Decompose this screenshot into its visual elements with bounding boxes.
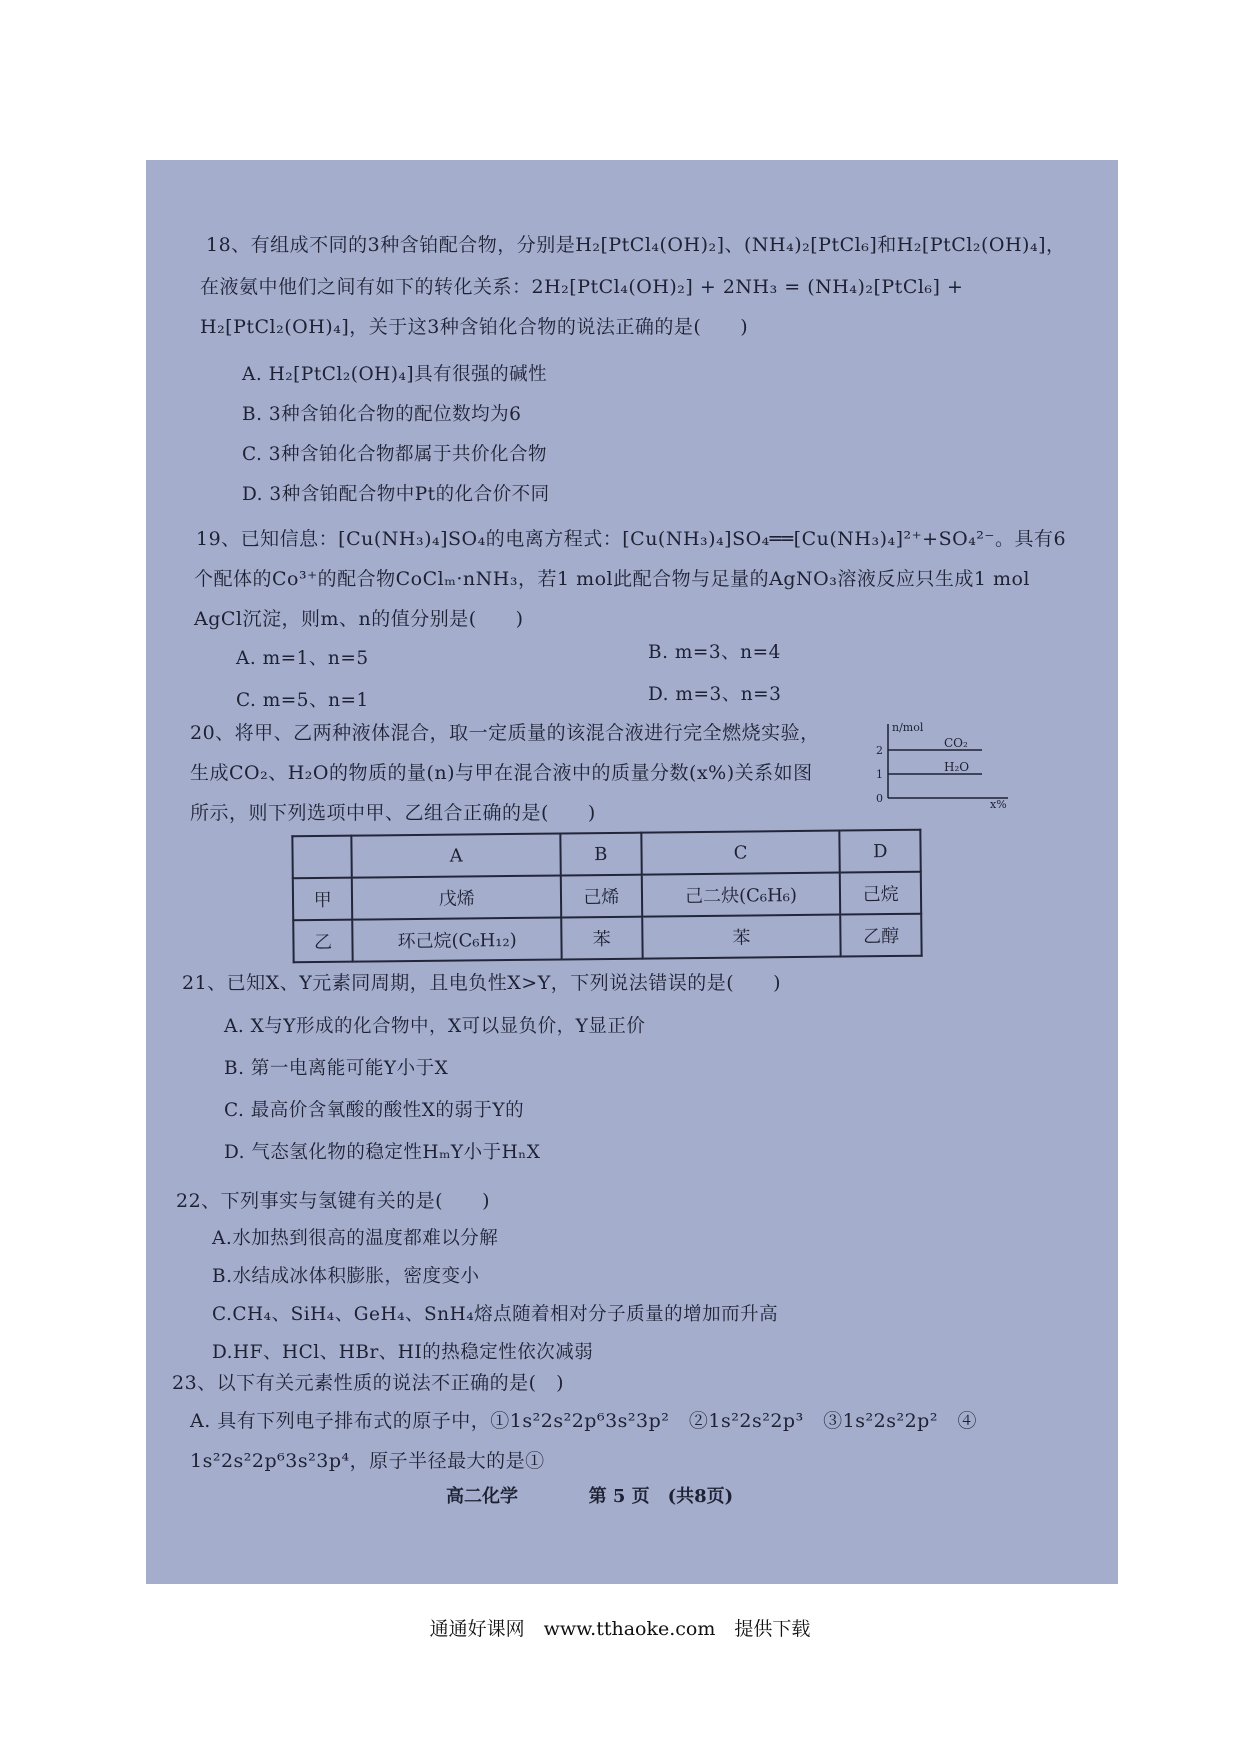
q19-stem-line-2: 个配体的Co³⁺的配合物CoClₘ·nNH₃，若1 mol此配合物与足量的AgNO₃溶液反应只生成1 mol [194,568,1030,590]
graph-x-label: x% [990,798,1007,811]
q18-option-c: C. 3种含铂化合物都属于共价化合物 [242,444,548,465]
q21-option-c: C. 最高价含氧酸的酸性X的弱于Y的 [224,1100,525,1121]
q18-option-b: B. 3种含铂化合物的配位数均为6 [242,404,522,425]
q21-option-d: D. 气态氢化物的稳定性HₘY小于HₙX [224,1142,541,1163]
page-footer [446,1482,733,1508]
graph-y-label: n/mol [892,721,924,734]
q19-option-d: D. m=3、n=3 [648,684,782,705]
q20-stem-line-2: 生成CO₂、H₂O的物质的量(n)与甲在混合液中的质量分数(x%)关系如图 [190,762,813,784]
q19-stem-line-3: AgCl沉淀，则m、n的值分别是( ) [194,608,524,630]
q18-stem-line-1: 18、有组成不同的3种含铂配合物，分别是H₂[PtCl₄(OH)₂]、(NH₄)₂[PtCl₆]和H₂[PtCl₂(OH)₄]， [206,234,1066,256]
q23-option-a-line-1: A. 具有下列电子排布式的原子中，①1s²2s²2p⁶3s²3p² ②1s²2s²2p³ ③1s²2s²2p² ④ [190,1410,977,1432]
graph-y-tick-2: 2 [876,744,883,757]
graph-y-tick-1: 1 [876,768,883,781]
table-header-cell: D [840,830,921,873]
footer-page-number: 第 5 页 (共8页) [588,1486,734,1507]
co2-series-label: CO₂ [944,736,968,750]
footer-subject: 高二化学 [446,1486,518,1507]
table-cell: 乙醇 [841,914,922,957]
q21-option-b: B. 第一电离能可能Y小于X [224,1058,449,1079]
q19-option-b: B. m=3、n=4 [648,642,781,663]
table-cell: 环己烷(C₆H₁₂) [353,917,562,961]
q19-option-a: A. m=1、n=5 [236,648,369,669]
table-cell: 己烯 [561,875,642,918]
q22-option-a: A.水加热到很高的温度都难以分解 [212,1228,499,1249]
exam-page-photo [146,160,1118,1584]
table-cell: 苯 [561,917,642,960]
q22-stem: 22、下列事实与氢键有关的是( ) [176,1190,491,1212]
q20-options-table [291,829,922,964]
table-header-cell: B [560,833,641,876]
table-cell: 甲 [293,878,353,921]
table-header-cell: C [641,831,840,875]
graph-y-tick-0: 0 [876,792,883,805]
q21-stem: 21、已知X、Y元素同周期，且电负性X>Y，下列说法错误的是( ) [182,972,782,994]
q22-option-b: B.水结成冰体积膨胀，密度变小 [212,1266,480,1287]
q18-option-a: A. H₂[PtCl₂(OH)₄]具有很强的碱性 [242,364,548,385]
table-header-cell [292,836,352,879]
q18-option-d: D. 3种含铂配合物中Pt的化合价不同 [242,484,550,505]
q19-stem-line-1: 19、已知信息：[Cu(NH₃)₄]SO₄的电离方程式：[Cu(NH₃)₄]SO₄══[Cu(NH₃)₄]²⁺+SO₄²⁻。具有6 [196,528,1067,550]
table-cell: 乙 [293,920,353,963]
table-header-cell: A [352,833,561,877]
q20-n-vs-x-graph [876,720,1014,811]
table-cell: 戊烯 [352,875,561,919]
q23-stem: 23、以下有关元素性质的说法不正确的是( ) [172,1372,565,1394]
table-cell: 己烷 [840,872,921,915]
table-cell: 苯 [642,915,841,959]
q22-option-d: D.HF、HCl、HBr、HI的热稳定性依次减弱 [212,1342,594,1363]
table-row [293,872,921,921]
table-row [293,914,921,963]
site-credit: 通通好课网 www.tthaoke.com 提供下载 [429,1618,811,1640]
q20-stem-line-3: 所示，则下列选项中甲、乙组合正确的是( ) [190,802,596,824]
q18-stem-line-2: 在液氨中他们之间有如下的转化关系：2H₂[PtCl₄(OH)₂] + 2NH₃ = (NH₄)₂[PtCl₆] + [200,276,964,298]
q20-stem-line-1: 20、将甲、乙两种液体混合，取一定质量的该混合液进行完全燃烧实验， [190,722,820,744]
q18-stem-line-3: H₂[PtCl₂(OH)₄]，关于这3种含铂化合物的说法正确的是( ) [200,316,749,338]
table-cell: 己二炔(C₆H₆) [641,873,840,917]
q22-option-c: C.CH₄、SiH₄、GeH₄、SnH₄熔点随着相对分子质量的增加而升高 [212,1304,779,1325]
table-header-row [292,830,920,879]
h2o-series-label: H₂O [944,760,970,774]
q19-option-c: C. m=5、n=1 [236,690,369,711]
q21-option-a: A. X与Y形成的化合物中，X可以显负价，Y显正价 [224,1016,646,1037]
q23-option-a-line-2: 1s²2s²2p⁶3s²3p⁴，原子半径最大的是① [190,1450,545,1472]
